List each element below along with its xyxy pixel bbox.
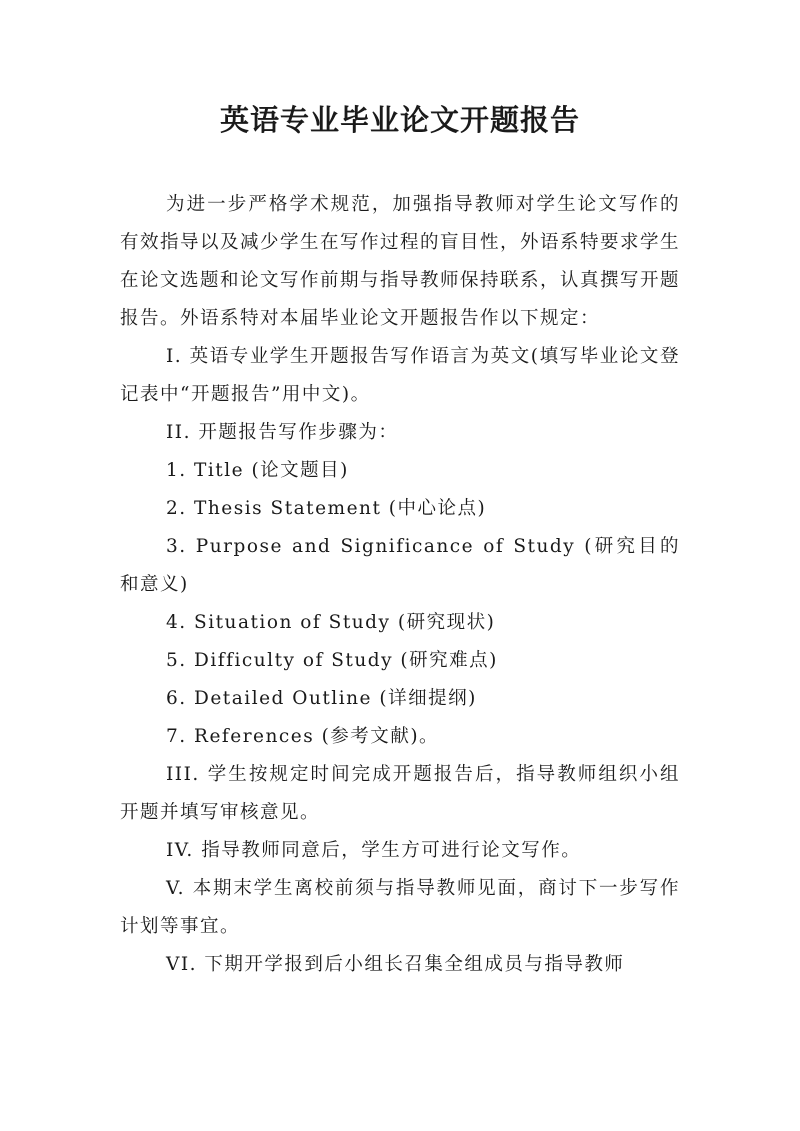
document-body bbox=[120, 186, 680, 984]
step-item: 1. Title (论文题目) bbox=[166, 460, 349, 481]
step-item: 7. References (参考文献)。 bbox=[166, 726, 440, 747]
rule-3: III. 学生按规定时间完成开题报告后，指导教师组织小组开题并填写审核意见。 bbox=[120, 764, 680, 823]
step-item: 4. Situation of Study (研究现状) bbox=[166, 612, 496, 633]
step-item: 5. Difficulty of Study (研究难点) bbox=[166, 650, 498, 671]
intro-paragraph: 为进一步严格学术规范，加强指导教师对学生论文写作的有效指导以及减少学生在写作过程的盲目性，外语系特要求学生在论文选题和论文写作前期与指导教师保持联系，认真撰写开题报告。外语系特对本届毕业论文开题报告作以下规定： bbox=[120, 194, 681, 329]
step-item: 6. Detailed Outline (详细提纲) bbox=[166, 688, 477, 709]
step-item: 3. Purpose and Significance of Study (研究目的和意义) bbox=[120, 536, 680, 595]
rule-6: VI. 下期开学报到后小组长召集全组成员与指导教师 bbox=[166, 954, 625, 975]
rule-2-heading: II. 开题报告写作步骤为： bbox=[166, 422, 399, 443]
rule-4: IV. 指导教师同意后，学生方可进行论文写作。 bbox=[166, 840, 582, 861]
rule-1: I. 英语专业学生开题报告写作语言为英文(填写毕业论文登记表中“开题报告”用中文)。 bbox=[120, 346, 680, 405]
rule-5: V. 本期末学生离校前须与指导教师见面，商讨下一步写作计划等事宜。 bbox=[120, 878, 680, 937]
step-item: 2. Thesis Statement (中心论点) bbox=[166, 498, 487, 519]
document-title: 英语专业毕业论文开题报告 bbox=[219, 103, 580, 137]
